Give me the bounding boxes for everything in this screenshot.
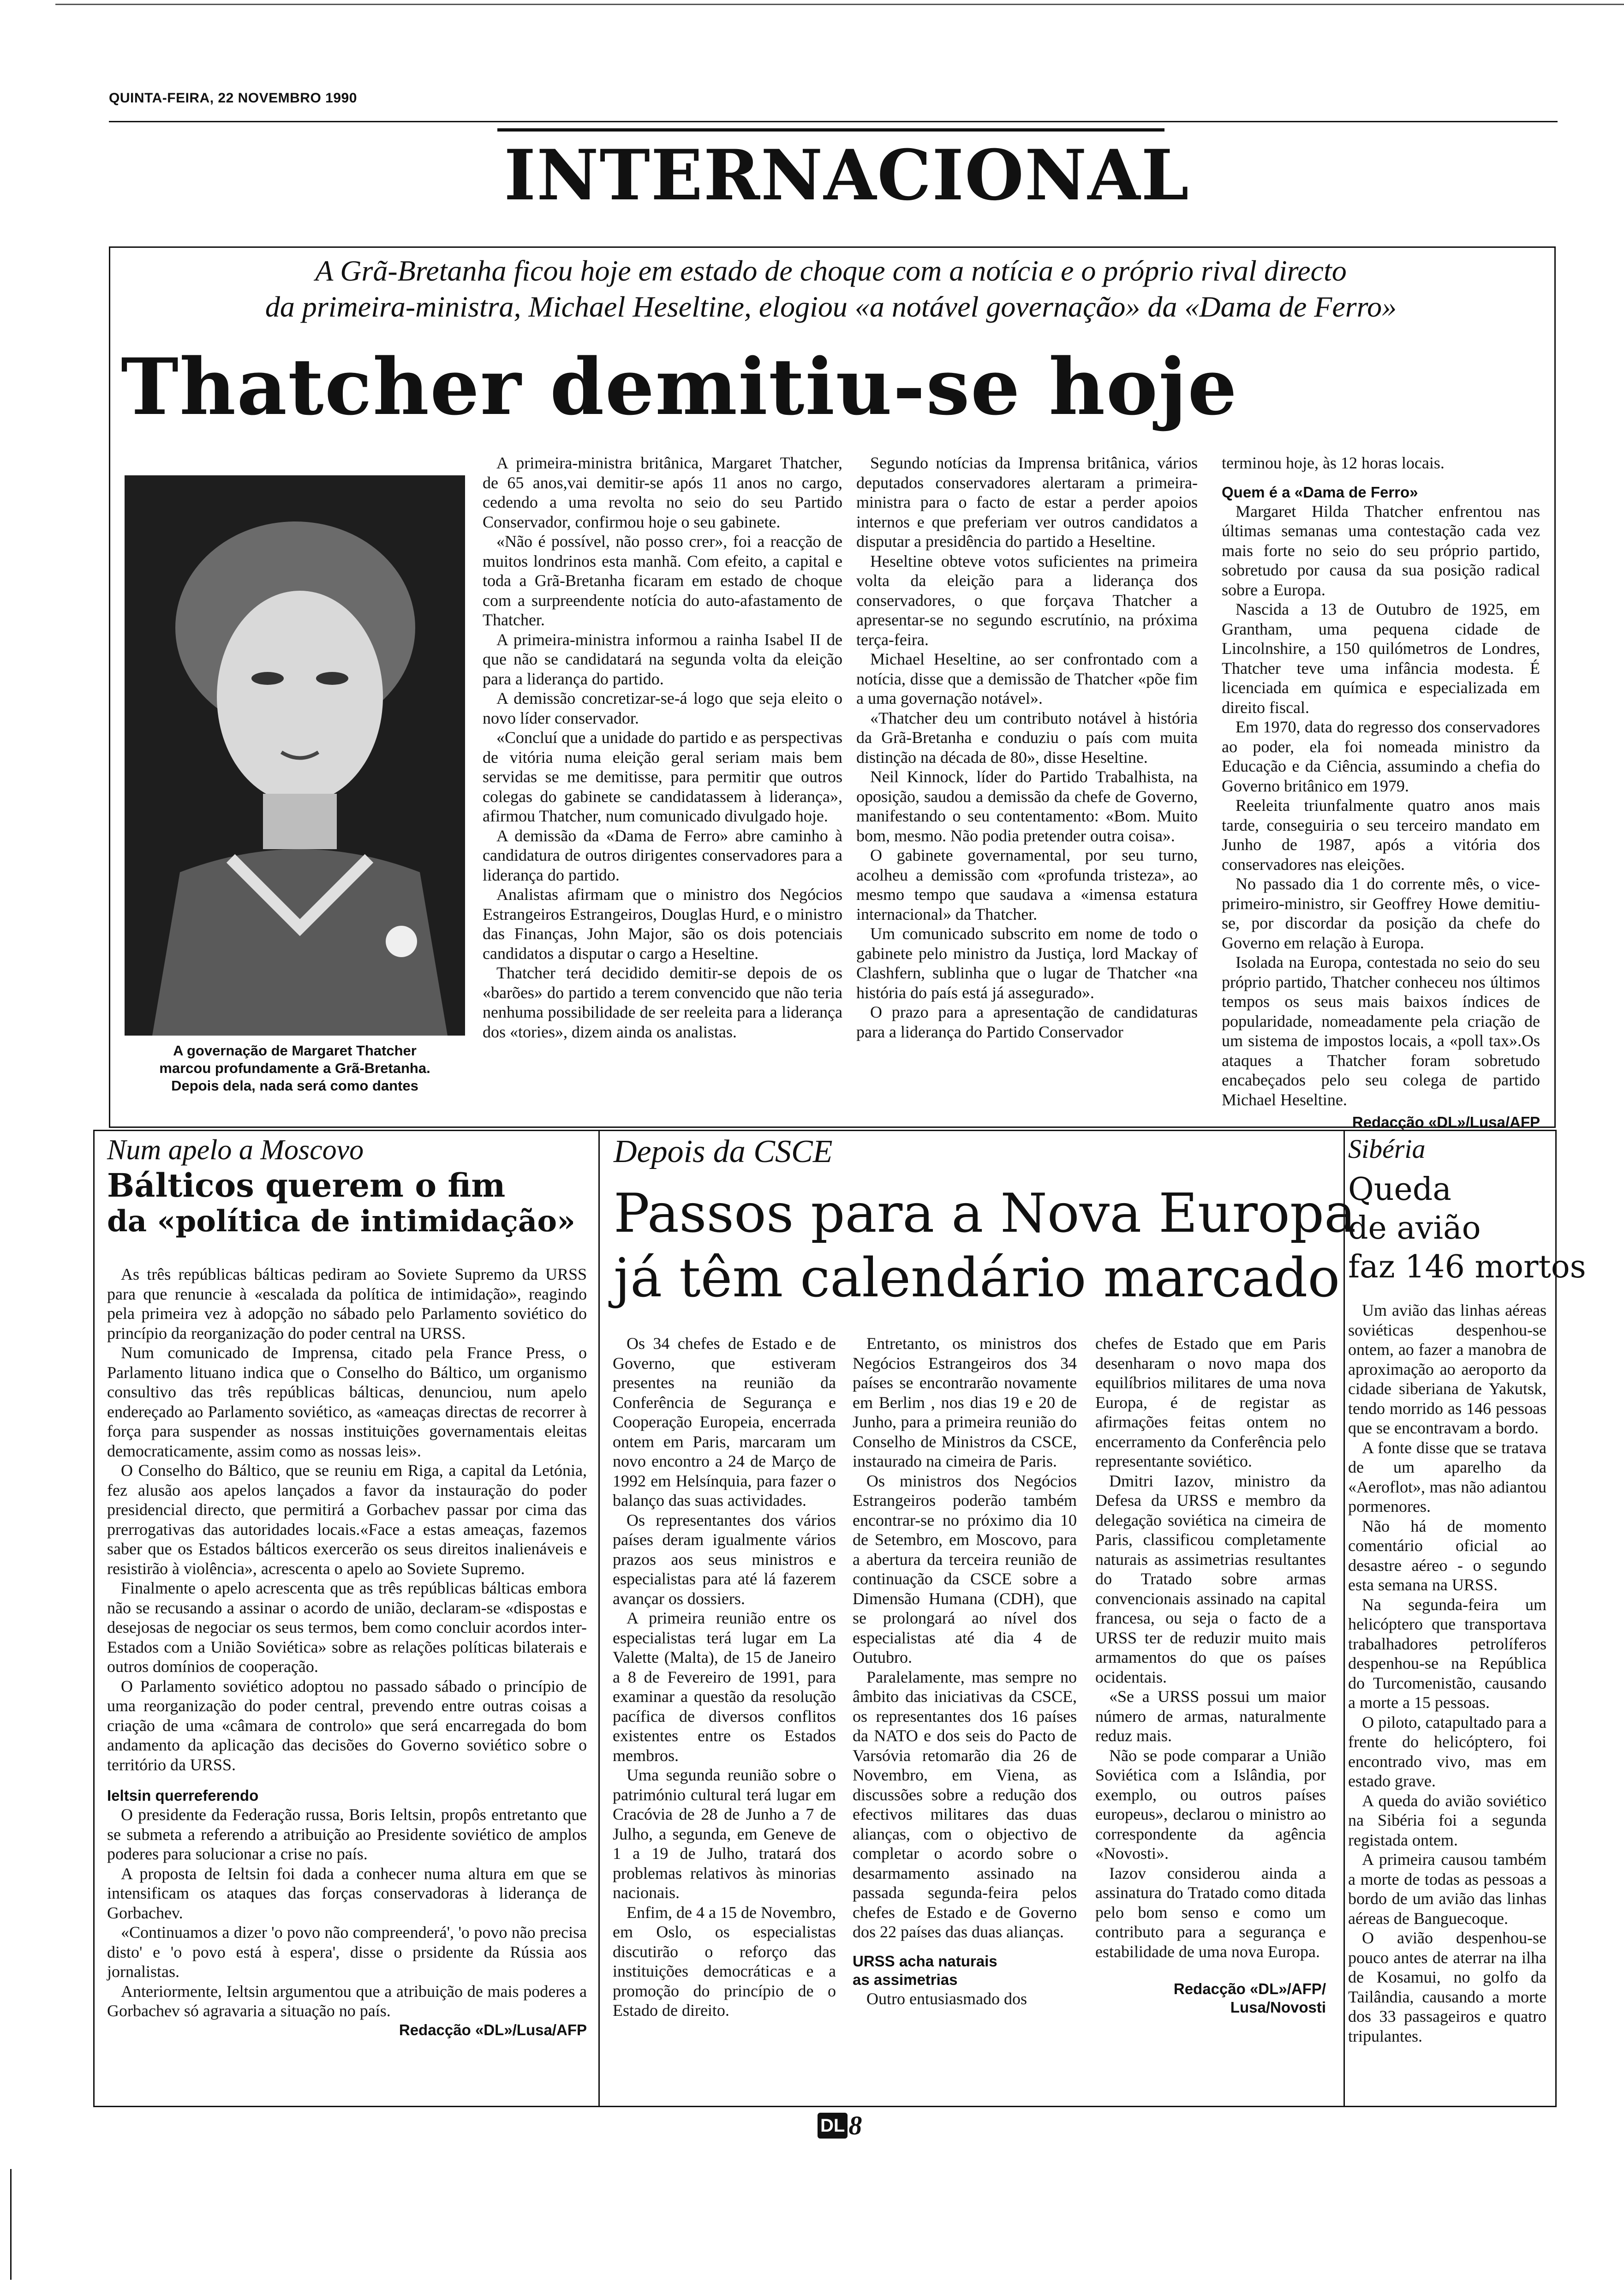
csce-col2-para: Paralelamente, mas sempre no âmbito das iniciativas da CSCE, os representantes dos 16 países da NATO e dos seis do Pacto de Varsóvia retomarão dia 26 de Novembro, em Viena, as discussões sobre a redução dos efectivos militares das duas alianças, com o objectivo de completar o acordo sobre o desarmamento assinado na passada segunda-feira pelos chefes de Estado e de Governo dos 22 países das duas alianças. <box>853 1667 1077 1941</box>
lead-col3-subhead: Quem é a «Dama de Ferro» <box>1222 483 1418 501</box>
header-rule <box>109 121 1558 122</box>
photo-caption <box>125 1042 465 1095</box>
baltic-para2: «Continuamos a dizer 'o povo não compreenderá', 'o povo não precisa disto' e 'o povo está à espera', disse o prsidente da Rússia aos jornalistas. <box>107 1923 587 1981</box>
baltic-credit: Redacção «DL»/Lusa/AFP <box>399 2021 587 2038</box>
lead-col1-para: «Concluí que a unidade do partido e as perspectivas de vitória numa eleição geral seriam mais bem servidas se me demitisse, para permitir que outros colegas do gabinete se candidatassem à liderança», afirmou Thatcher, num comunicado divulgado hoje. <box>483 728 842 825</box>
baltic-headline-line1: Bálticos querem o fim <box>107 1166 506 1204</box>
baltic-subhead: Ieltsin querreferendo <box>107 1787 259 1804</box>
siberia-para: Um avião das linhas aéreas soviéticas despenhou-se ontem, ao fazer a manobra de aproximação ao aeroporto da cidade siberiana de Yakutsk, tendo morrido as 146 pessoas que se encontravam a bordo. <box>1348 1301 1546 1437</box>
lead-column-1 <box>483 453 842 1042</box>
baltic-para: Finalmente o apelo acrescenta que as três repúblicas bálticas embora não se recusando a assinar o acordo de união, declaram-se «dispostas e desejosas de negociar os seus termos, bem como concluir acordos inter-Estados com a União Soviética» sobre as relações políticas bilaterais e outros domínios de cooperação. <box>107 1579 587 1676</box>
siberia-para: A primeira causou também a morte de todas as pessoas a bordo de um avião das linhas aéreas de Banguecoque. <box>1348 1850 1546 1928</box>
lead-col2-para: «Thatcher deu um contributo notável à história da Grã-Bretanha e conduziu o país com muita distinção na década de 80», disse Heseltine. <box>856 708 1198 767</box>
csce-kicker: Depois da CSCE <box>614 1134 833 1169</box>
csce-col3-para: «Se a URSS possui um maior número de armas, naturalmente reduz mais. <box>1095 1687 1326 1745</box>
siberia-para: A queda do avião soviético na Sibéria foi a segunda registada ontem. <box>1348 1791 1546 1849</box>
photo-caption-line2: marcou profundamente a Grã-Bretanha. <box>159 1060 430 1076</box>
csce-column-2 <box>853 1334 1077 2008</box>
csce-credit-line1: Redacção «DL»/AFP/ <box>1173 1980 1326 1997</box>
lead-column-3 <box>1222 453 1540 1132</box>
csce-col3-para: Dmitri Iazov, ministro da Defesa da URSS e membro da delegação soviética na cimeira de Paris, classificou completamente naturais as assimetrias resultantes do Tratado sobre armas convencionais assinado na capital francesa, ou seja o facto de a URSS ter de reduzir muito mais armamentos do que os países ocidentais. <box>1095 1471 1326 1686</box>
thatcher-photo <box>125 475 465 1036</box>
baltic-para: O Conselho do Báltico, que se reuniu em Riga, a capital da Letónia, fez alusão aos apelos lançados a favor da instauração do poder presidencial directo, que permitirá a Gorbachev passar por cima das prerrogativas das autoridades locais.«Face a estas ameaças, fazemos saber que os Estados bálticos exercerão os seus direitos inalienáveis e resistirão à violência», acrescenta o apelo ao Soviete Supremo. <box>107 1461 587 1578</box>
left-binding-mark <box>10 2169 12 2280</box>
lead-col2-para: O prazo para a apresentação de candidaturas para a liderança do Partido Conservador <box>856 1003 1198 1041</box>
lead-col1-para: A demissão da «Dama de Ferro» abre caminho à candidatura de outros dirigentes conservadores para a liderança do partido. <box>483 826 842 884</box>
siberia-headline-line1: Queda <box>1348 1171 1451 1208</box>
baltic-para: O Parlamento soviético adoptou no passado sábado o princípio de uma reorganização do poder central, prevendo entre outras coisas a criação de uma «câmara de controlo» que será encarregada do bom andamento da aplicação das decisões do Governo soviético sobre o território da URSS. <box>107 1677 587 1774</box>
siberia-para: O piloto, catapultado para a frente do helicóptero, foi encontrado vivo, mas em estado grave. <box>1348 1713 1546 1790</box>
baltic-para2: Anteriormente, Ieltsin argumentou que a atribuição de mais poderes a Gorbachev só agravaria a situação no país. <box>107 1982 587 2020</box>
lead-col1-para: Analistas afirmam que o ministro dos Negócios Estrangeiros Estrangeiros, Douglas Hurd, e o ministro das Finanças, John Major, são os dois potenciais candidatos a disputar o cargo a Heseltine. <box>483 885 842 963</box>
csce-credit-line2: Lusa/Novosti <box>1230 1999 1326 2016</box>
dl-logo: DL <box>818 2113 848 2139</box>
lead-col1-para: «Não é possível, não posso crer», foi a reacção de muitos londrinos esta manhã. Com efeito, a capital e toda a Grã-Bretanha ficaram em estado de choque com a surpreendente notícia do auto-afastamento de Thatcher. <box>483 532 842 629</box>
lead-kicker <box>109 253 1553 325</box>
lead-col3-para: Margaret Hilda Thatcher enfrentou nas últimas semanas uma contestação cada vez mais forte no seio do seu próprio partido, sobretudo por causa da sua posição radical sobre a Europa. <box>1222 502 1540 599</box>
csce-col1-para: Enfim, de 4 a 15 de Novembro, em Oslo, os especialistas discutirão o reforço das instituições democráticas e a promoção do princípio de o Estado de direito. <box>613 1903 836 2019</box>
lead-column-2 <box>856 453 1198 1042</box>
csce-subhead <box>853 1952 1077 1989</box>
csce-col1-para: Uma segunda reunião sobre o património cultural terá lugar em Cracóvia de 28 de Junho a 7 de Julho, a segunda, em Geneve de 1 a 19 de Julho, tratará dos problemas relativos às minorias nacionais. <box>613 1766 836 1902</box>
csce-headline <box>614 1181 1356 1311</box>
lead-col1-para: A primeira-ministra britânica, Margaret Thatcher, de 65 anos,vai demitir-se após 11 anos no cargo, cedendo a uma revolta no seio do seu Partido Conservador, confirmou hoje o seu gabinete. <box>483 454 842 531</box>
page-footer <box>818 2112 862 2139</box>
baltic-para: As três repúblicas bálticas pediram ao Soviete Supremo da URSS para que renuncie à «escalada da política de intimidação», reagindo pela primeira vez à adopção no sábado pelo Parlamento soviético do princípio da reorganização do poder central na URSS. <box>107 1265 587 1342</box>
page-number: 8 <box>848 2110 862 2140</box>
csce-col1-para: A primeira reunião entre os especialistas terá lugar em La Valette (Malta), de 15 de Janeiro a 8 de Fevereiro de 1991, para examinar a questão da resolução pacífica de diversos conflitos existentes entre os Estados membros. <box>613 1609 836 1765</box>
csce-subhead-line2: as assimetrias <box>853 1971 958 1988</box>
csce-headline-line1: Passos para a Nova Europa <box>614 1182 1356 1245</box>
lead-kicker-line1: A Grã-Bretanha ficou hoje em estado de choque com a notícia e o próprio rival directo <box>315 254 1347 287</box>
csce-col3-para: chefes de Estado que em Paris desenharam o novo mapa dos equilíbrios militares de uma nova Europa, é de registar as afirmações feitas ontem no encerramento da Conferência pelo representante soviético. <box>1095 1334 1326 1470</box>
csce-headline-line2: já têm calendário marcado <box>614 1247 1340 1309</box>
lead-col1-para: Thatcher terá decidido demitir-se depois de os «barões» do partido a terem convencido que não teria nenhuma possibilidade de ser reeleita para a liderança dos «tories», dizem ainda os analistas. <box>483 964 842 1041</box>
csce-col2-tail: Outro entusiasmado dos <box>866 1989 1027 2008</box>
lead-col3-para: Nascida a 13 de Outubro de 1925, em Grantham, uma pequena cidade de Lincolnshire, a 150 quilómetros de Londres, Thatcher teve uma infância modesta. É licenciada em química e especializada em direito fiscal. <box>1222 600 1540 717</box>
baltic-para: Num comunicado de Imprensa, citado pela France Press, o Parlamento lituano indica que o Conselho do Báltico, um organismo consultivo das três repúblicas bálticas, denunciou, num apelo endereçado ao Parlamento soviético, as «ameaças directas de recorrer à força para suspender as nossas instituições governamentais eleitas democraticamente, assim como as nossas leis». <box>107 1343 587 1460</box>
lead-col1-para: A demissão concretizar-se-á logo que seja eleito o novo líder conservador. <box>483 689 842 727</box>
photo-caption-line3: Depois dela, nada será como dantes <box>171 1078 418 1094</box>
baltic-headline <box>107 1168 575 1240</box>
siberia-para: Não há de momento comentário oficial ao desastre aéreo - o segundo esta semana na URSS. <box>1348 1516 1546 1594</box>
lead-col3-para: Reeleita triunfalmente quatro anos mais tarde, conseguiria o seu terceiro mandato em Junho de 1987, após a vitória dos conservadores nas eleições. <box>1222 796 1540 874</box>
photo-caption-line1: A governação de Margaret Thatcher <box>173 1043 417 1059</box>
lead-col2-para: Um comunicado subscrito em nome de todo o gabinete pelo ministro da Justiça, lord Mackay of Clashfern, sublinha que o lugar de Thatcher «na história do país está já assegurado». <box>856 924 1198 1002</box>
csce-col3-para: Iazov considerou ainda a assinatura do Tratado como ditada pelo bom senso e como um contributo para a segurança e estabilidade de uma nova Europa. <box>1095 1864 1326 1961</box>
baltic-para2: A proposta de Ieltsin foi dada a conhecer numa altura em que se intensificam os ataques das forças conservadoras à liderança de Gorbachev. <box>107 1864 587 1922</box>
siberia-para: O avião despenhou-se pouco antes de aterrar na ilha de Kosamui, no golfo da Tailândia, causando a morte dos 33 passageiros e quatro tripulantes. <box>1348 1929 1546 2045</box>
lead-kicker-line2: da primeira-ministra, Michael Heseltine, elogiou «a notável governação» da «Dama de Ferro» <box>265 290 1397 323</box>
lead-headline: Thatcher demitiu-se hoje <box>121 341 1238 432</box>
siberia-para: A fonte disse que se tratava de um aparelho da «Aeroflot», mas não adiantou pormenores. <box>1348 1438 1546 1516</box>
lead-col2-para: O gabinete governamental, por seu turno, acolheu a demissão com «profunda tristeza», ao mesmo tempo que saudava a «imensa estatura internacional» da Thatcher. <box>856 846 1198 923</box>
csce-credit <box>1095 1980 1326 2017</box>
baltic-para2: O presidente da Federação russa, Boris Ieltsin, propôs entretanto que se submeta a referendo a atribuição ao Presidente soviético de amplos poderes para solucionar a crise no país. <box>107 1805 587 1863</box>
top-edge-rule <box>55 4 1624 5</box>
csce-subhead-line1: URSS acha naturais <box>853 1952 997 1970</box>
csce-column-3 <box>1095 1334 1326 2017</box>
baltic-body <box>107 1264 587 2039</box>
siberia-headline-line3: faz 146 mortos <box>1348 1249 1586 1285</box>
baltic-kicker: Num apelo a Moscovo <box>107 1134 364 1166</box>
siberia-headline-line2: de avião <box>1348 1210 1481 1246</box>
csce-col1-para: Os representantes dos vários países deram igualmente vários prazos aos seus ministros e especialistas para até lá fazerem avançar os dossiers. <box>613 1510 836 1608</box>
lead-col2-para: Heseltine obteve votos suficientes na primeira volta da eleição para a liderança dos conservadores, o que forçava Thatcher a apresentar-se no segundo escrutínio, na próxima terça-feira. <box>856 551 1198 649</box>
siberia-headline <box>1348 1170 1586 1287</box>
csce-col2-para: Os ministros dos Negócios Estrangeiros poderão também encontrar-se no próximo dia 10 de Setembro, em Moscovo, para a abertura da terceira reunião de continuação da CSCE sobre a Dimensão Humana (CDH), que se prolongará ao nível dos especialistas até dia 4 de Outubro. <box>853 1471 1077 1666</box>
lead-col3-intro: terminou hoje, às 12 horas locais. <box>1222 454 1445 472</box>
lead-col3-para: No passado dia 1 do corrente mês, o vice-primeiro-ministro, sir Geoffrey Howe demitiu-se, por discordar da posição da chefe do Governo em relação à Europa. <box>1222 875 1540 952</box>
lead-col1-para: A primeira-ministra informou a rainha Isabel II de que não se candidatará na segunda volta da eleição para a liderança do partido. <box>483 630 842 688</box>
section-title: INTERNACIONAL <box>504 135 1190 216</box>
lead-col3-para: Isolada na Europa, contestada no seio do seu próprio partido, Thatcher conheceu nos últimos tempos os seus mais baixos índices de popularidade, nomeadamente pela criação de um sistema de impostos locais, a «poll tax».Os ataques a Thatcher foram sobretudo encabeçados pelo seu colega de partido Michael Heseltine. <box>1222 953 1540 1109</box>
csce-col3-para: Não se pode comparar a União Soviética com a Islândia, por exemplo, ou outros países europeus», declarou o ministro ao correspondente da agência «Novosti». <box>1095 1746 1326 1863</box>
lead-col2-para: Michael Heseltine, ao ser confrontado com a notícia, disse que a demissão de Thatcher «põe fim a uma governação notável». <box>856 650 1198 707</box>
lead-col2-para: Segundo notícias da Imprensa britânica, vários deputados conservadores alertaram a primeira-ministra para o facto de estar a perder apoios internos e que preferiam ver outros candidatos a disputar a presidência do partido a Heseltine. <box>856 454 1198 551</box>
csce-column-1 <box>613 1334 836 2020</box>
csce-col2-para: Entretanto, os ministros dos Negócios Estrangeiros dos 34 países se encontrarão novamente em Berlim , nos dias 19 e 20 de Junho, para a primeira reunião do Conselho de Ministros da CSCE, instaurado na cimeira de Paris. <box>853 1334 1077 1470</box>
siberia-kicker: Sibéria <box>1348 1134 1426 1164</box>
lead-col2-para: Neil Kinnock, líder do Partido Trabalhista, na oposição, saudou a demissão da chefe de Governo, manifestando o seu contentamento: «Bom. Muito bom, mesmo. Não podia pretender outra coisa». <box>856 767 1198 845</box>
csce-col1-para: Os 34 chefes de Estado e de Governo, que estiveram presentes na reunião da Conferência de Segurança e Cooperação Europeia, encerrada ontem em Paris, marcaram um novo encontro a 24 de Março de 1992 em Helsínquia, para fazer o balanço das suas actividades. <box>613 1334 836 1510</box>
lead-credit: Redacção «DL»/Lusa/AFP <box>1352 1114 1540 1131</box>
date-line: QUINTA-FEIRA, 22 NOVEMBRO 1990 <box>109 90 357 106</box>
siberia-para: Na segunda-feira um helicóptero que transportava trabalhadores petrolíferos despenhou-se na República do Turcomenistão, causando a morte a 15 pessoas. <box>1348 1595 1546 1712</box>
section-rule-top <box>497 128 1164 132</box>
lead-col3-para: Em 1970, data do regresso dos conservadores ao poder, ela foi nomeada ministro da Educação e da Ciência, assumindo a chefia do Governo britânico em 1979. <box>1222 718 1540 795</box>
siberia-body <box>1348 1300 1546 2046</box>
portrait-illustration <box>125 475 465 1036</box>
baltic-headline-line2: da «política de intimidação» <box>107 1204 575 1239</box>
